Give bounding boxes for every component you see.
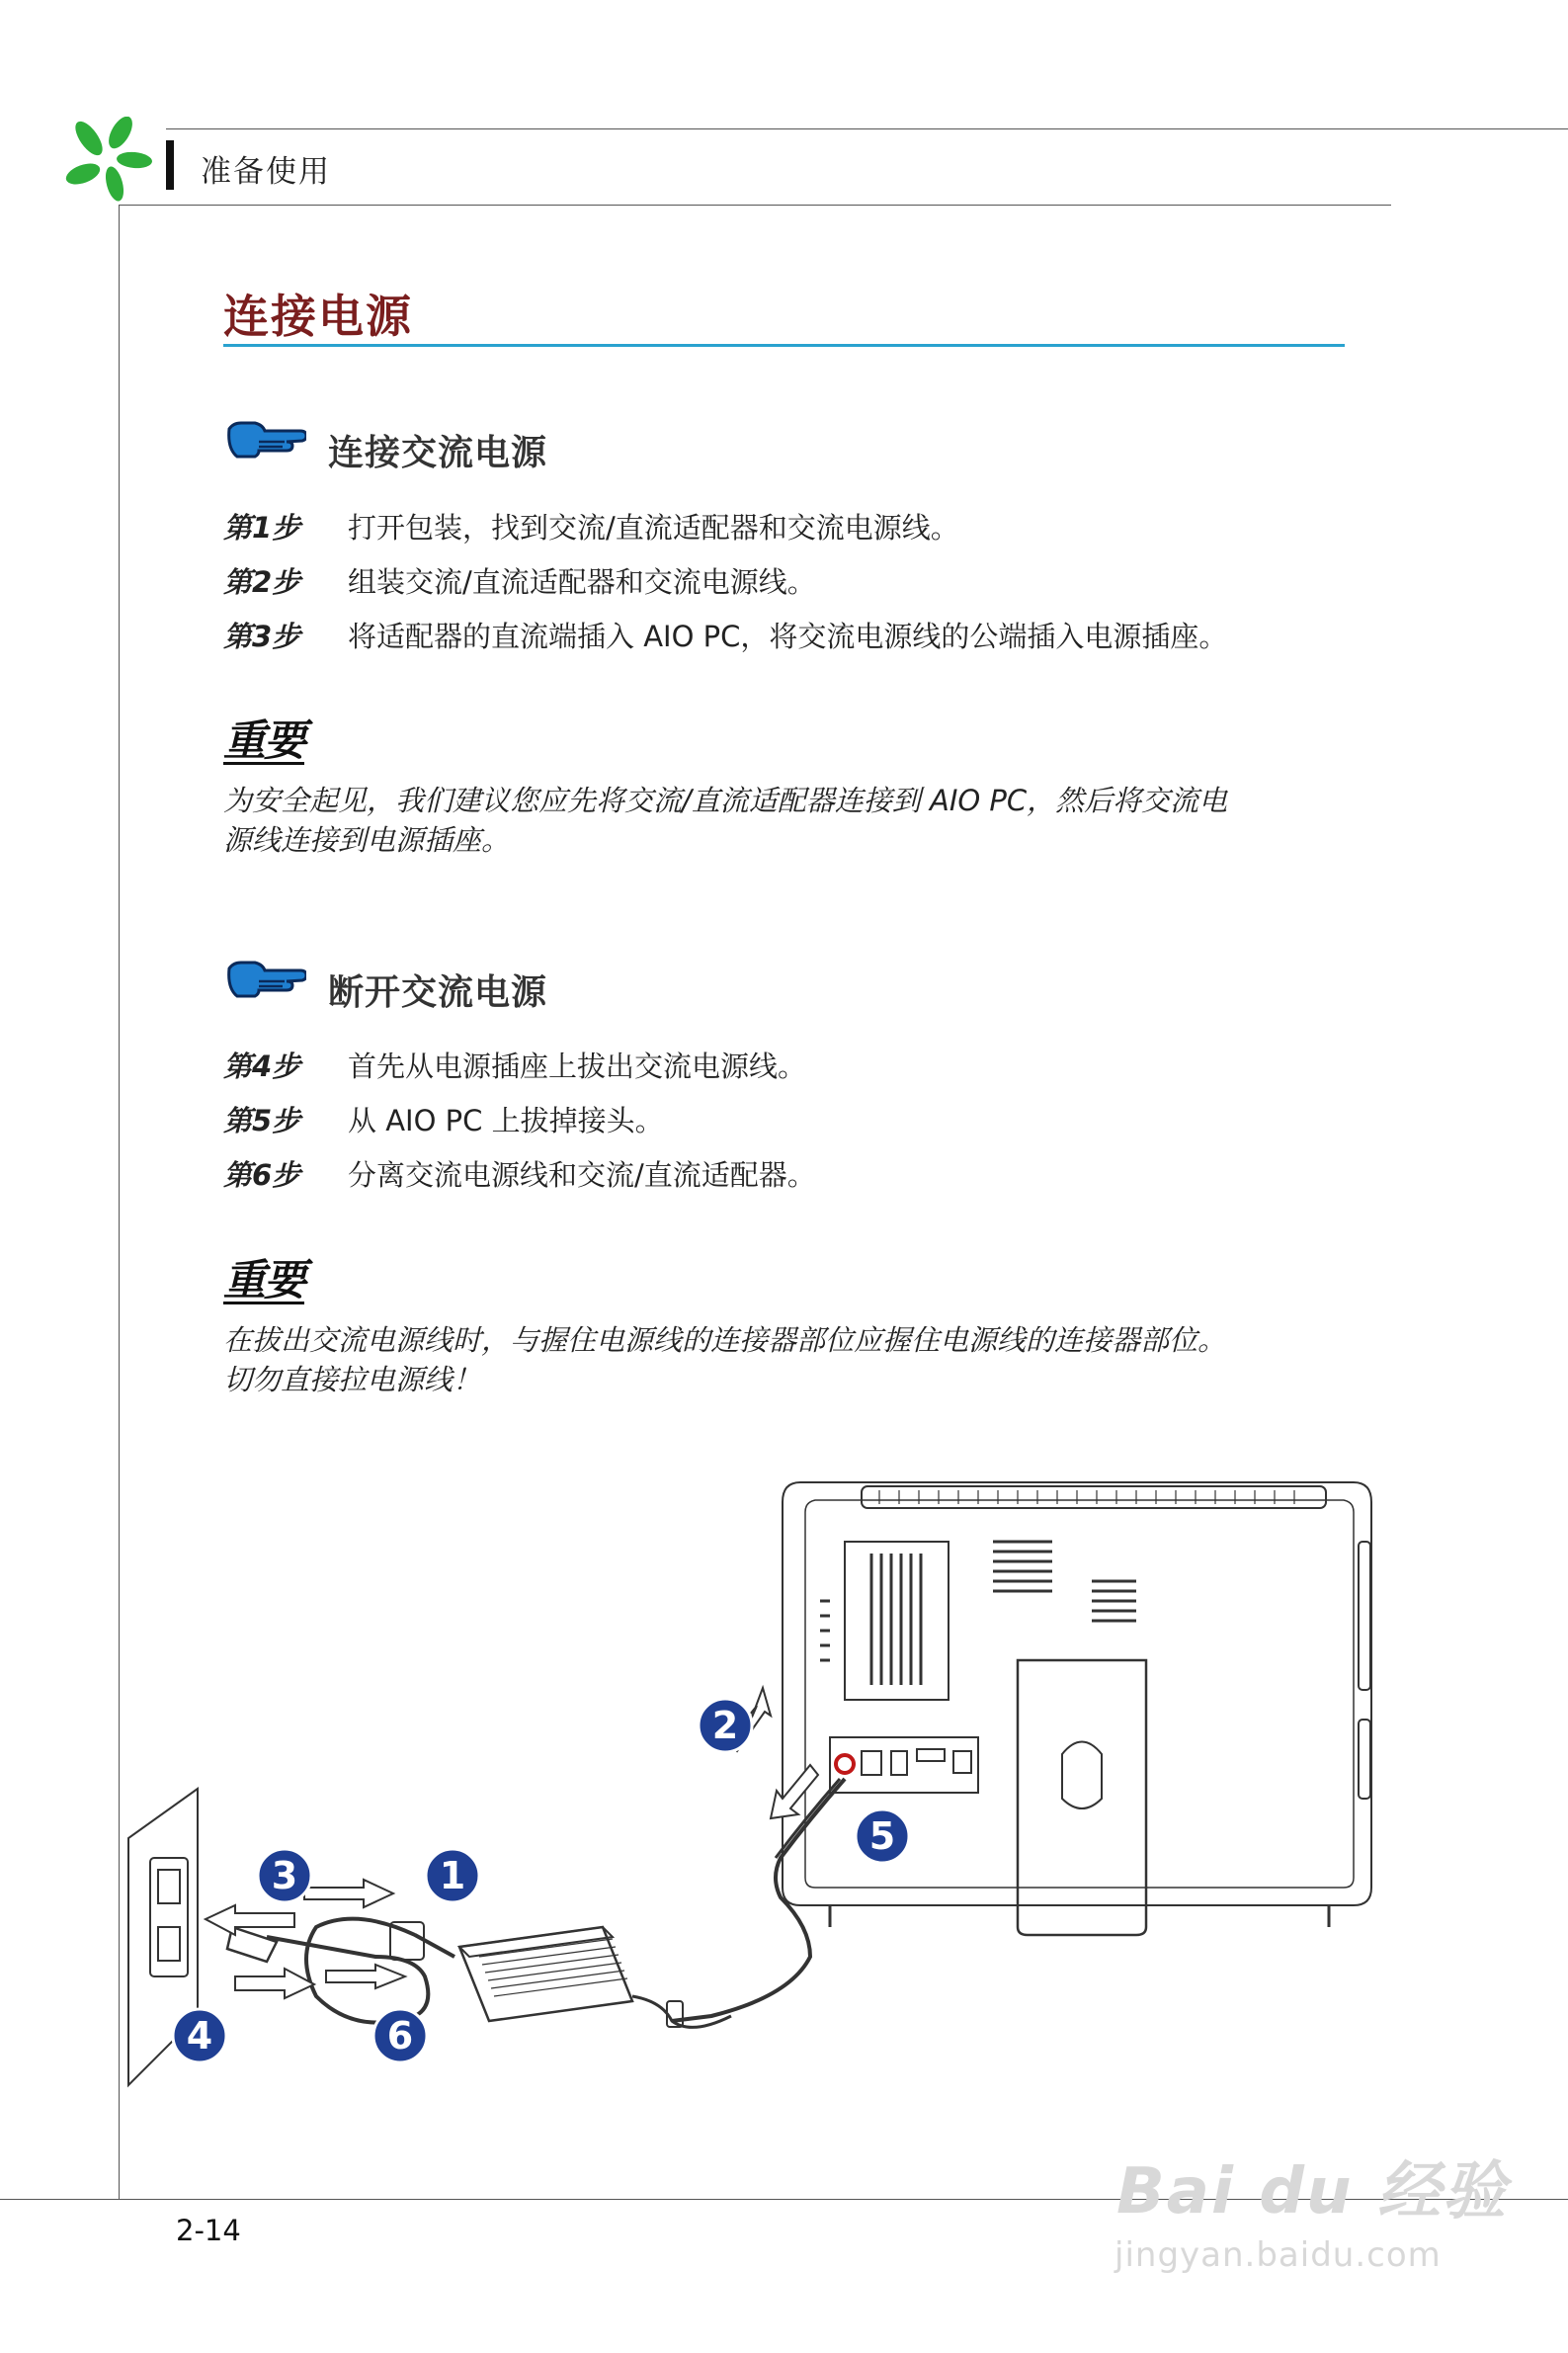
step-label: 第5步 [223, 1104, 301, 1137]
step-text: 将适配器的直流端插入 AIO PC，将交流电源线的公端插入电源插座。 [348, 620, 1228, 653]
step-label: 第4步 [223, 1050, 301, 1083]
important-note [223, 1320, 1350, 1399]
important-line: 源线连接到电源插座。 [223, 823, 511, 857]
step-text: 从 AIO PC 上拔掉接头。 [348, 1104, 664, 1137]
important-note [223, 781, 1350, 860]
disconnect-subtitle: 断开交流电源 [328, 972, 548, 1013]
step-text: 打开包装，找到交流/直流适配器和交流电源线。 [348, 511, 959, 545]
ac-dc-adapter-illustration [459, 1927, 731, 2027]
aio-pc-back-illustration [783, 1482, 1371, 1935]
connect-subtitle: 连接交流电源 [328, 433, 548, 473]
important-line: 为安全起见，我们建议您应先将交流/直流适配器连接到 AIO PC，然后将交流电 [223, 784, 1228, 817]
callout-number: 5 [868, 1814, 896, 1858]
callout-number: 2 [711, 1704, 739, 1747]
section-title: 连接电源 [223, 290, 413, 343]
header-bar [166, 140, 174, 190]
page-number: 2-14 [176, 2214, 241, 2247]
step-text: 首先从电源插座上拔出交流电源线。 [348, 1050, 807, 1083]
arrow-icon [206, 1905, 294, 1935]
step-text: 分离交流电源线和交流/直流适配器。 [348, 1158, 816, 1192]
step-label: 第1步 [223, 511, 301, 545]
header-top-rule [166, 128, 1568, 129]
callout-number: 1 [439, 1854, 466, 1897]
header-bottom-rule [119, 205, 1391, 206]
step-label: 第6步 [223, 1158, 301, 1192]
chapter-title: 准备使用 [201, 154, 331, 190]
important-line: 切勿直接拉电源线！ [223, 1363, 482, 1396]
step-label: 第2步 [223, 565, 301, 599]
baidu-watermark-url: jingyan.baidu.com [1114, 2235, 1442, 2275]
step-label: 第3步 [223, 620, 301, 653]
important-label: 重要 [223, 1256, 304, 1305]
pointing-hand-icon [225, 959, 306, 1006]
arrow-icon [771, 1765, 818, 1818]
arrow-icon [304, 1880, 393, 1907]
callout-number: 3 [271, 1854, 298, 1897]
arrow-icon [326, 1965, 405, 1988]
msi-leaf-logo [61, 117, 156, 206]
baidu-watermark: Bai du 经验 [1116, 2155, 1508, 2228]
callout-number: 6 [386, 2014, 414, 2058]
power-connection-diagram [119, 1463, 1383, 2109]
arrow-icon [235, 1969, 314, 1998]
step-text: 组装交流/直流适配器和交流电源线。 [348, 565, 816, 599]
pointing-hand-icon [225, 419, 306, 466]
important-label: 重要 [223, 716, 304, 766]
important-line: 在拔出交流电源线时，与握住电源线的连接器部位应握住电源线的连接器部位。 [223, 1323, 1227, 1357]
callout-number: 4 [186, 2014, 213, 2058]
section-title-rule [223, 344, 1345, 347]
